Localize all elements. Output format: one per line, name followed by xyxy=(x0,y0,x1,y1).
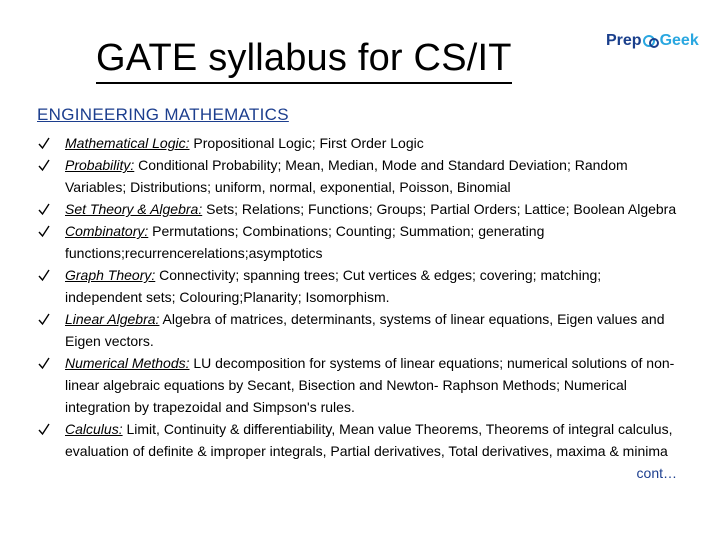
topic-text: Conditional Probability; Mean, Median, Mode and Standard Deviation; Random Variables; Distributions; uniform, normal, exponential, Poisson, Binomial xyxy=(65,157,628,195)
slide-title: GATE syllabus for CS/IT xyxy=(96,36,512,84)
topic-name: Mathematical Logic: xyxy=(65,135,190,151)
topic-name: Combinatory: xyxy=(65,223,149,239)
list-item xyxy=(37,308,677,352)
topic-name: Probability: xyxy=(65,157,135,173)
topic-list xyxy=(37,132,677,484)
list-item xyxy=(37,418,677,481)
section-heading: ENGINEERING MATHEMATICS xyxy=(37,105,289,124)
check-icon xyxy=(37,220,51,242)
topic-text: Connectivity; spanning trees; Cut vertices & edges; covering; matching; independent sets; Colouring;Planarity; Isomorphism. xyxy=(65,267,602,305)
prepgeek-logo xyxy=(606,30,699,52)
topic-text: LU decomposition for systems of linear equations; numerical solutions of non-linear algebraic equations by Secant, Bisection and Newton- Raphson Methods; Numerical integration by trapezoidal and Simpson's rules. xyxy=(65,355,675,415)
continued-link[interactable]: cont… xyxy=(636,465,677,481)
topic-text: Sets; Relations; Functions; Groups; Partial Orders; Lattice; Boolean Algebra xyxy=(202,201,677,217)
logo-text-prep: Prep xyxy=(606,32,642,49)
topic-text: Propositional Logic; First Order Logic xyxy=(189,135,424,151)
topic-name: Linear Algebra: xyxy=(65,311,160,327)
check-icon xyxy=(37,352,51,374)
topic-text: Algebra of matrices, determinants, systems of linear equations, Eigen values and Eigen vectors. xyxy=(65,311,665,349)
topic-name: Graph Theory: xyxy=(65,267,156,283)
check-icon xyxy=(37,418,51,440)
list-item xyxy=(37,132,677,154)
list-item xyxy=(37,154,677,198)
list-item xyxy=(37,198,677,220)
check-icon xyxy=(37,308,51,330)
brain-icon xyxy=(643,34,659,48)
topic-name: Numerical Methods: xyxy=(65,355,190,371)
topic-name: Calculus: xyxy=(65,421,123,437)
check-icon xyxy=(37,132,51,154)
check-icon xyxy=(37,198,51,220)
list-item xyxy=(37,264,677,308)
logo-text-geek: Geek xyxy=(659,32,699,49)
topic-text: Limit, Continuity & differentiability, Mean value Theorems, Theorems of integral calculus, evaluation of definite & improper integrals, Partial derivatives, Total derivatives, maxima & minima xyxy=(65,421,673,459)
check-icon xyxy=(37,264,51,286)
check-icon xyxy=(37,154,51,176)
topic-name: Set Theory & Algebra: xyxy=(65,201,203,217)
list-item xyxy=(37,220,677,264)
list-item xyxy=(37,352,677,418)
topic-text: Permutations; Combinations; Counting; Summation; generating functions;recurrencerelations;asymptotics xyxy=(65,223,545,261)
